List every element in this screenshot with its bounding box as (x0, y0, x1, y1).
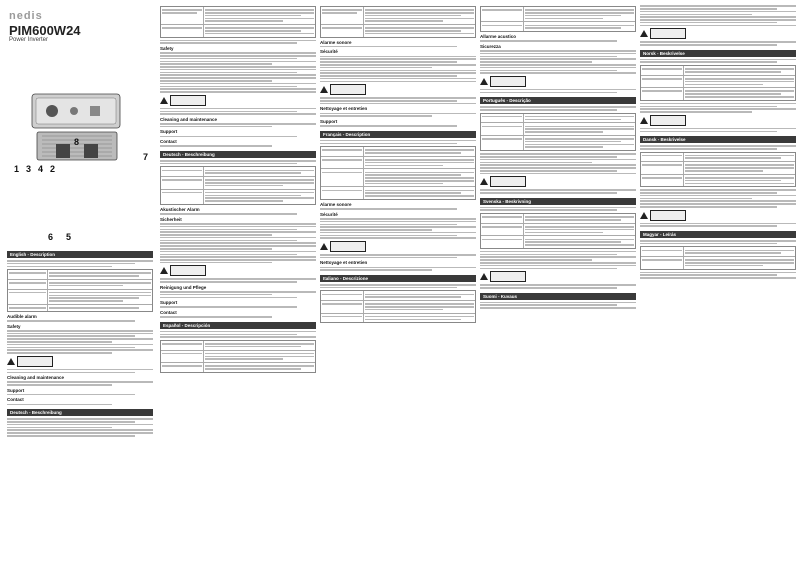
section-swedish: Svenska - Beskrivning (480, 198, 636, 205)
heading-alarme-sonore-2: Alarme sonore (320, 202, 352, 207)
section-spanish: Español - Descripción (160, 322, 316, 329)
caution-label-8 (480, 271, 636, 282)
heading-akustischer-alarm: Akustischer Alarm (160, 206, 200, 212)
caution-label-4 (320, 84, 476, 95)
caution-label-3 (160, 265, 316, 276)
section-portuguese: Português - Descrição (480, 97, 636, 104)
section-finnish: Suomi - Kuvaus (480, 293, 636, 300)
heading-allarme: Allarme acustico (480, 34, 517, 40)
heading-support: Support (7, 387, 25, 393)
caution-label-6 (480, 76, 636, 87)
heading-support-fr: Support (320, 118, 338, 124)
heading-audible-alarm: Audible alarm (7, 313, 37, 319)
callout-7: 7 (143, 152, 149, 162)
heading-contact: Contact (7, 397, 24, 403)
spec-table-en (7, 269, 153, 312)
callout-5: 5 (66, 232, 72, 242)
spec-table-no (640, 65, 796, 101)
caution-label-11 (640, 210, 796, 221)
heading-sicherheit: Sicherheit (160, 216, 182, 222)
callout-8: 8 (74, 137, 80, 147)
spec-table-it-top (480, 6, 636, 32)
heading-reinigung: Reinigung und Pflege (160, 284, 207, 290)
section-french: Français - Description (320, 131, 476, 138)
spec-table-es (160, 340, 316, 373)
heading-safety: Safety (7, 323, 21, 329)
heading-contact-2: Contact (160, 139, 177, 145)
callout-6: 6 (48, 232, 54, 242)
inverter-illustration (12, 82, 137, 172)
callout-4: 4 (38, 164, 44, 174)
column-5 (640, 4, 796, 563)
spec-table-da (640, 152, 796, 188)
brand-logo: nedis (9, 10, 43, 22)
spec-table-pt (480, 113, 636, 152)
caution-label-9 (640, 28, 796, 39)
heading-cleaning: Cleaning and maintenance (7, 375, 65, 381)
product-subtitle: Power Inverter (9, 37, 49, 43)
callout-3: 3 (26, 164, 32, 174)
heading-cleaning-2: Cleaning and maintenance (160, 116, 218, 122)
heading-contact-de: Contact (160, 309, 177, 315)
caution-label-10 (640, 115, 796, 126)
caution-label-5 (320, 241, 476, 252)
column-1 (0, 4, 156, 563)
heading-nettoyage-2: Nettoyage et entretien (320, 260, 368, 266)
section-german: Deutsch - Beschreibung (7, 409, 153, 416)
heading-nettoyage: Nettoyage et entretien (320, 106, 368, 112)
spec-table-en-2 (160, 6, 316, 38)
spec-table-fr (320, 146, 476, 200)
heading-support-2: Support (160, 129, 178, 135)
callout-2: 2 (50, 164, 56, 174)
section-hungarian: Magyar - Leírás (640, 231, 796, 238)
caution-label-7 (480, 176, 636, 187)
spec-table-fr-top (320, 6, 476, 38)
caution-label-2 (160, 95, 316, 106)
caution-label (7, 356, 153, 367)
column-2 (160, 4, 316, 563)
spec-table-sv (480, 213, 636, 249)
heading-safety-2: Safety (160, 46, 174, 51)
section-english: English - Description (7, 251, 153, 258)
heading-securite: Sécurité (320, 49, 338, 55)
spec-table-hu (640, 246, 796, 269)
heading-alarme-sonore: Alarme sonore (320, 39, 352, 45)
model-title: PIM600W24 (9, 23, 81, 38)
section-german-2: Deutsch - Beschreibung (160, 151, 316, 158)
spec-table-de (160, 166, 316, 205)
section-danish: Dansk - Beskrivelse (640, 136, 796, 143)
heading-securite-2: Sécurité (320, 211, 338, 217)
heading-sicurezza: Sicurezza (480, 43, 501, 49)
callout-1: 1 (14, 164, 20, 174)
column-3 (320, 4, 476, 563)
heading-support-de: Support (160, 300, 178, 306)
section-italian: Italiano - Descrizione (320, 275, 476, 282)
section-norwegian: Norsk - Beskrivelse (640, 50, 796, 57)
column-4 (480, 4, 636, 563)
spec-table-it (320, 290, 476, 323)
